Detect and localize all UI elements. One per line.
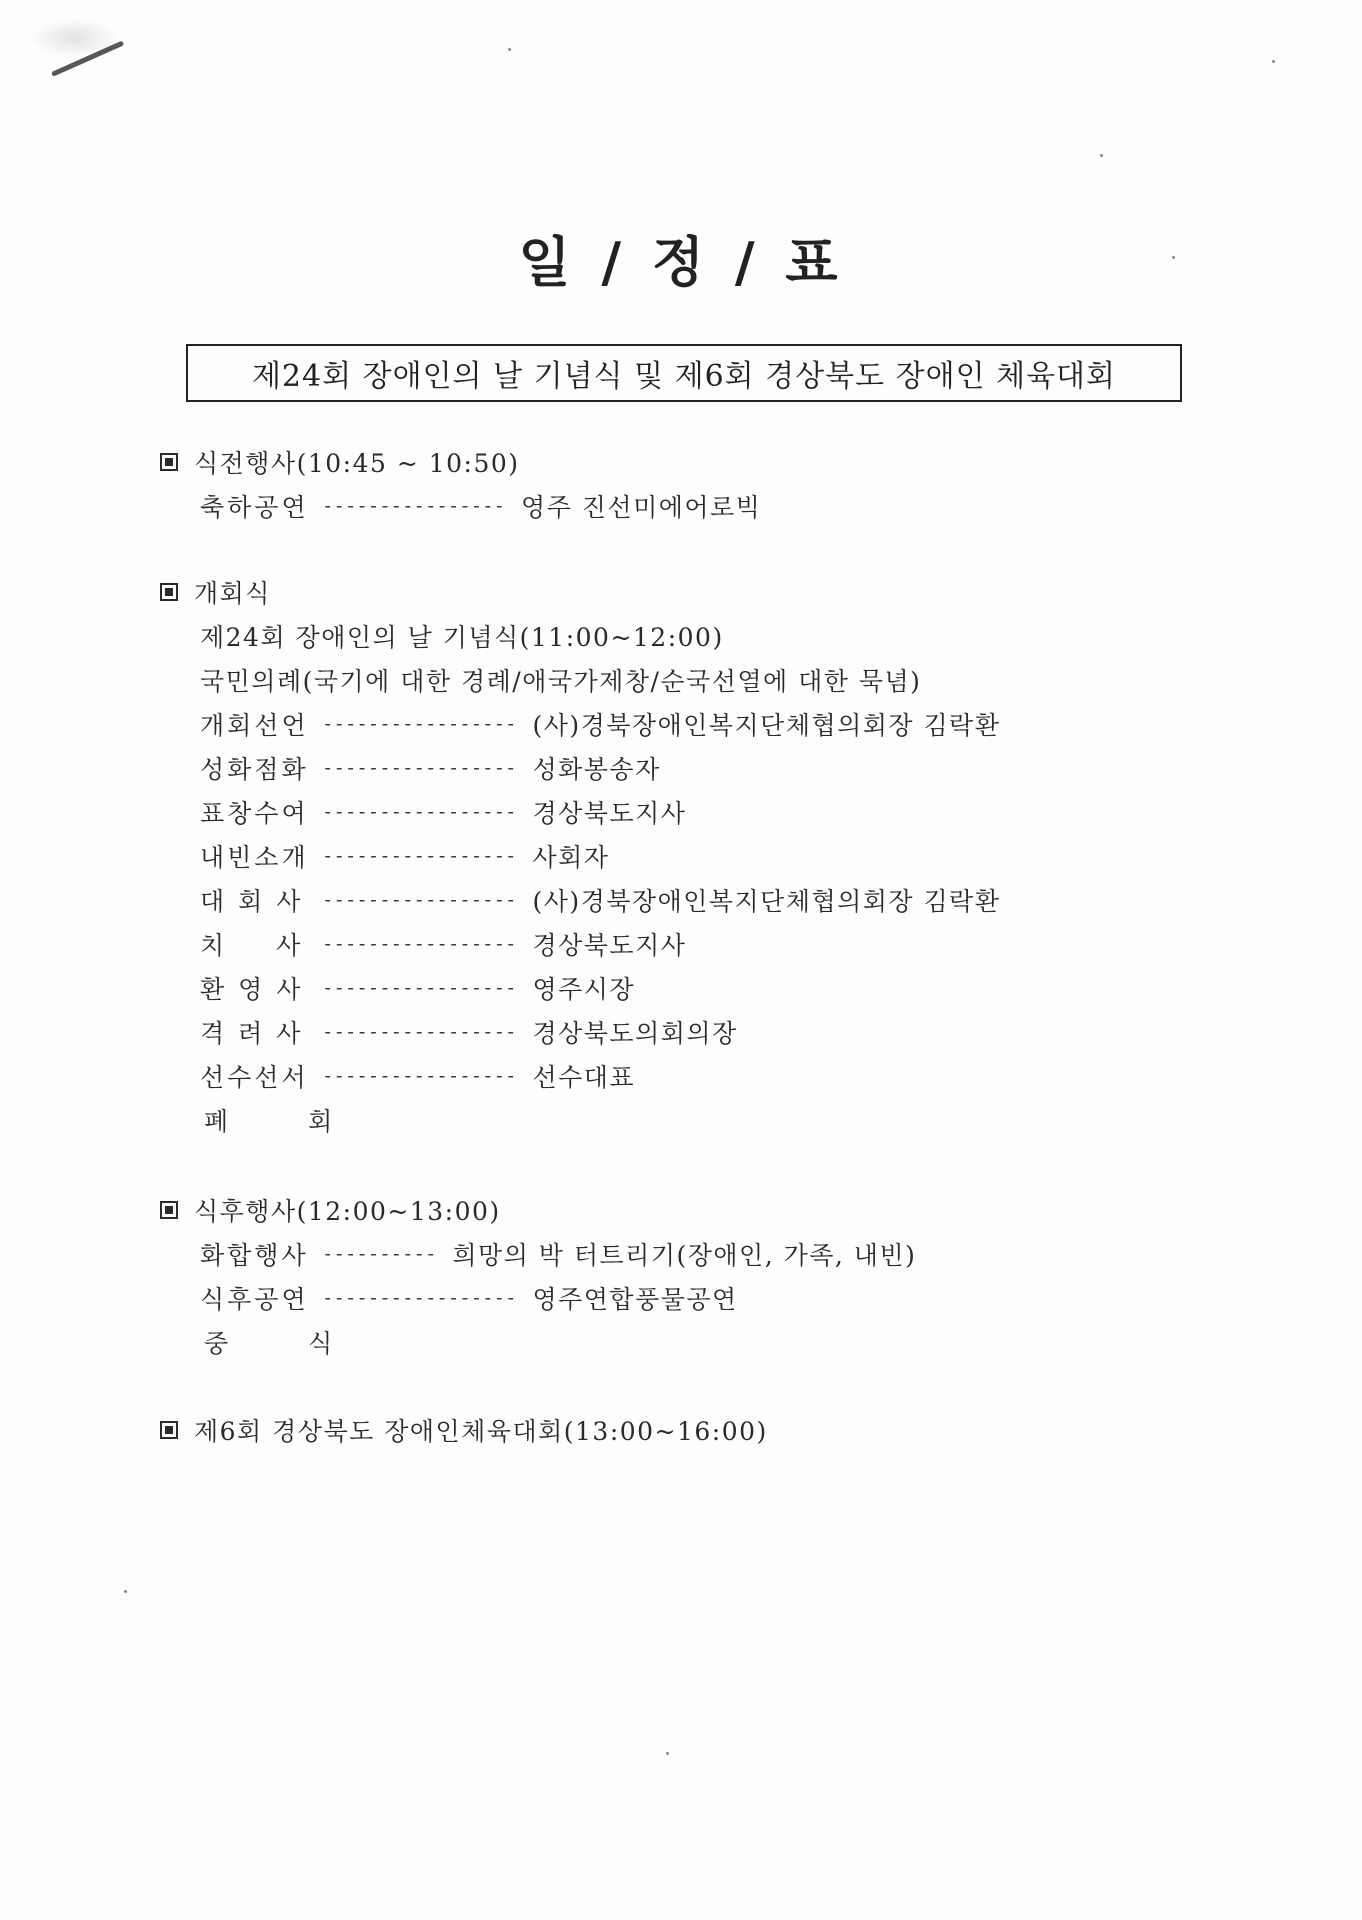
- scan-speck: [1100, 154, 1103, 157]
- scan-speck: [1272, 60, 1275, 63]
- section-pre-event: [160, 440, 1260, 528]
- leader-dashes: -----------------: [322, 757, 517, 779]
- closing-row: [160, 1320, 1260, 1364]
- row-value: 사회자: [532, 843, 610, 872]
- leader-dashes: -----------------: [322, 1287, 517, 1309]
- leader-dashes: ----------------: [322, 495, 506, 517]
- row-label: 개회선언: [200, 711, 309, 740]
- schedule-row: [160, 1232, 1260, 1276]
- leader-dashes: -----------------: [322, 845, 517, 867]
- national-ceremony-text: 국민의례(국기에 대한 경례/애국가제창/순국선열에 대한 묵념): [200, 667, 922, 696]
- schedule-row: [160, 878, 1260, 922]
- row-label: 성화점화: [200, 755, 309, 784]
- leader-dashes: ----------: [322, 1243, 437, 1265]
- schedule-row: [160, 790, 1260, 834]
- leader-dashes: -----------------: [322, 801, 517, 823]
- leader-dashes: -----------------: [322, 1021, 517, 1043]
- ceremony-subtitle: [160, 614, 1260, 658]
- leader-dashes: -----------------: [322, 1065, 517, 1087]
- row-value: 성화봉송자: [532, 755, 661, 784]
- row-value: 영주시장: [532, 975, 636, 1004]
- section-opening: [160, 570, 1260, 1142]
- section-sports: [160, 1408, 1260, 1452]
- row-value: 영주 진선미에어로빅: [521, 493, 762, 522]
- national-ceremony: [160, 658, 1260, 702]
- row-value: 경상북도지사: [532, 799, 687, 828]
- schedule-row: [160, 922, 1260, 966]
- schedule-row: [160, 746, 1260, 790]
- section-heading-text: 개회식: [194, 579, 271, 608]
- row-value: 선수대표: [532, 1063, 636, 1092]
- section-heading-text: 식전행사(10:45 ~ 10:50): [194, 449, 520, 478]
- row-label: 대 회 사: [200, 887, 304, 916]
- schedule-row: [160, 834, 1260, 878]
- section-heading: [160, 440, 1260, 484]
- event-title: 제24회 장애인의 날 기념식 및 제6회 경상북도 장애인 체육대회: [251, 359, 1117, 394]
- leader-dashes: -----------------: [322, 889, 517, 911]
- row-label: 격 려 사: [200, 1019, 304, 1048]
- section-heading: [160, 570, 1260, 614]
- row-label: 선수선서: [200, 1063, 309, 1092]
- row-value: 경상북도지사: [532, 931, 687, 960]
- page-title: 일 / 정 / 표: [518, 231, 844, 294]
- schedule-row: [160, 1054, 1260, 1098]
- section-heading: [160, 1408, 1260, 1452]
- closing-label: 폐 회: [204, 1107, 369, 1136]
- schedule-row: [160, 1010, 1260, 1054]
- event-title-box: [186, 344, 1182, 402]
- scan-speck: [666, 1752, 669, 1755]
- section-heading-text: 제6회 경상북도 장애인체육대회(13:00~16:00): [194, 1417, 768, 1446]
- schedule-row: [160, 1276, 1260, 1320]
- schedule-row: [160, 702, 1260, 746]
- row-label: 표창수여: [200, 799, 309, 828]
- schedule-row: [160, 484, 1260, 528]
- row-value: 희망의 박 터트리기(장애인, 가족, 내빈): [452, 1241, 917, 1270]
- row-value: 경상북도의회의장: [532, 1019, 738, 1048]
- section-post-event: [160, 1188, 1260, 1364]
- row-value: 영주연합풍물공연: [532, 1285, 738, 1314]
- leader-dashes: -----------------: [322, 933, 517, 955]
- scan-speck: [124, 1590, 127, 1593]
- row-label: 치 사: [200, 931, 323, 960]
- closing-label: 중 식: [204, 1329, 369, 1358]
- row-label: 내빈소개: [200, 843, 309, 872]
- row-label: 축하공연: [200, 493, 309, 522]
- ceremony-subtitle-text: 제24회 장애인의 날 기념식(11:00~12:00): [200, 623, 724, 652]
- row-label: 식후공연: [200, 1285, 309, 1314]
- scan-speck: [508, 48, 511, 51]
- square-bullet-icon: [160, 453, 178, 471]
- leader-dashes: -----------------: [322, 713, 517, 735]
- row-label: 화합행사: [200, 1241, 309, 1270]
- section-heading-text: 식후행사(12:00~13:00): [194, 1197, 501, 1226]
- row-value: (사)경북장애인복지단체협의회장 김락환: [532, 711, 1001, 740]
- square-bullet-icon: [160, 1201, 178, 1219]
- leader-dashes: -----------------: [322, 977, 517, 999]
- schedule-row: [160, 966, 1260, 1010]
- row-value: (사)경북장애인복지단체협의회장 김락환: [532, 887, 1001, 916]
- square-bullet-icon: [160, 583, 178, 601]
- row-label: 환 영 사: [200, 975, 304, 1004]
- closing-row: [160, 1098, 1260, 1142]
- square-bullet-icon: [160, 1421, 178, 1439]
- section-heading: [160, 1188, 1260, 1232]
